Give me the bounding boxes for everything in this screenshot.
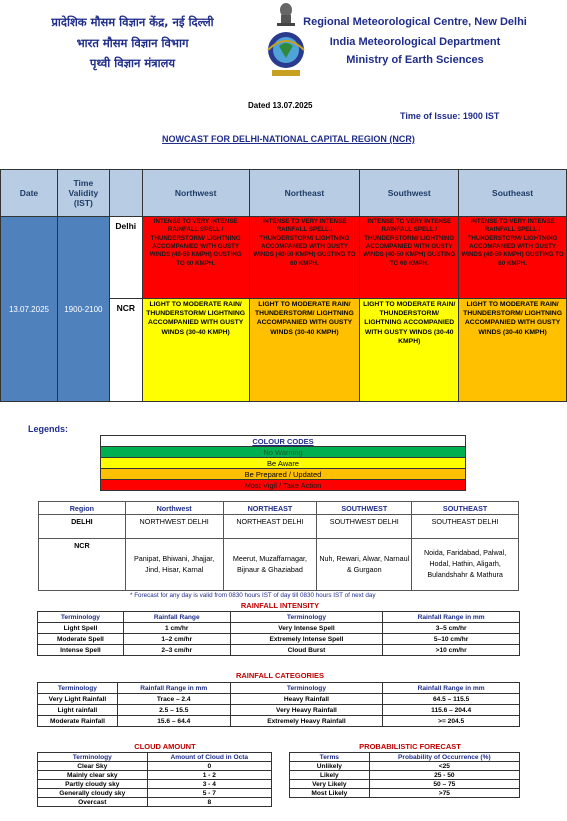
rc-header-terminology: Terminology: [38, 683, 118, 694]
header-northeast: Northeast: [249, 170, 360, 217]
ri-header-range-mm: Rainfall Range in mm: [383, 612, 520, 623]
table-cell: 1 cm/hr: [123, 623, 230, 634]
legend-be-aware: Be Aware: [101, 458, 466, 469]
hindi-department-name: भारत मौसम विज्ञान विभाग: [76, 36, 189, 50]
regions-ncr-northwest: Panipat, Bhiwani, Jhajjar, Jind, Hisar, Karnal: [125, 539, 223, 591]
table-cell: Trace – 2.4: [117, 694, 230, 705]
rc-header-range: Rainfall Range in mm: [117, 683, 230, 694]
table-cell: 2–3 cm/hr: [123, 645, 230, 656]
forecast-date: 13.07.2025: [1, 217, 58, 402]
pf-header-probability: Probability of Occurrence (%): [369, 753, 519, 762]
forecast-validity: 1900-2100: [57, 217, 109, 402]
region-delhi: Delhi: [109, 217, 142, 299]
table-cell: Very Light Rainfall: [38, 694, 118, 705]
table-cell: Light Spell: [38, 623, 124, 634]
colour-codes-title: COLOUR CODES: [101, 436, 466, 447]
regions-table: [38, 501, 519, 591]
table-cell: 0: [147, 762, 271, 771]
colour-code-legend: [100, 435, 466, 491]
table-cell: Cloud Burst: [230, 645, 383, 656]
regions-delhi-northeast: NORTHEAST DELHI: [223, 515, 317, 539]
header-date: Date: [1, 170, 58, 217]
table-cell: Moderate Spell: [38, 634, 124, 645]
table-cell: >75: [369, 789, 519, 798]
table-cell: >10 cm/hr: [383, 645, 520, 656]
table-cell: Light rainfall: [38, 705, 118, 716]
table-cell: Very Intense Spell: [230, 623, 383, 634]
table-cell: Very Heavy Rainfall: [230, 705, 383, 716]
probabilistic-forecast-table: [289, 752, 520, 798]
region-ncr: NCR: [109, 299, 142, 402]
header-blank: [109, 170, 142, 217]
table-cell: Moderate Rainfall: [38, 716, 118, 727]
legend-no-warning: No Warning: [101, 447, 466, 458]
probabilistic-forecast-title: PROBABILISTIC FORECAST: [359, 742, 461, 751]
pf-header-terms: Terms: [290, 753, 370, 762]
table-cell: Heavy Rainfall: [230, 694, 383, 705]
ri-header-range: Rainfall Range: [123, 612, 230, 623]
rainfall-categories-title: RAINFALL CATEGORIES: [235, 671, 325, 680]
table-cell: 3 - 4: [147, 780, 271, 789]
regions-header-southwest: SOUTHWEST: [317, 502, 412, 515]
delhi-southwest-warning: INTENSE TO VERY INTENSE RAINFALL SPELL / THUNDERSTORM/ LIGHTNING ACCOMPANIED WITH GUSTY WINDS (40-50 KMPH) GUSTING TO 60 KMPH.: [360, 217, 459, 299]
table-cell: 8: [147, 798, 271, 807]
validity-footnote: * Forecast for any day is valid from 0830 hours IST of day till 0830 hours IST of next day: [130, 592, 376, 599]
regions-delhi-southwest: SOUTHWEST DELHI: [317, 515, 412, 539]
table-cell: 2.5 – 15.5: [117, 705, 230, 716]
ncr-southwest-warning: LIGHT TO MODERATE RAIN/ THUNDERSTORM/ LIGHTNING ACCOMPANIED WITH GUSTY WINDS (30-40 KMPH): [360, 299, 459, 402]
table-cell: Extremely Intense Spell: [230, 634, 383, 645]
cloud-amount-title: CLOUD AMOUNT: [134, 742, 196, 751]
ncr-northwest-warning: LIGHT TO MODERATE RAIN/ THUNDERSTORM/ LIGHTNING ACCOMPANIED WITH GUSTY WINDS (30-40 KMPH): [142, 299, 249, 402]
legend-be-prepared: Be Prepared / Updated: [101, 469, 466, 480]
hindi-centre-name: प्रादेशिक मौसम विज्ञान केंद्र, नई दिल्ली: [51, 15, 214, 29]
table-cell: Overcast: [38, 798, 148, 807]
regions-header-region: Region: [39, 502, 126, 515]
regions-delhi-southeast: SOUTHEAST DELHI: [412, 515, 519, 539]
table-cell: Most Likely: [290, 789, 370, 798]
table-cell: 1 - 2: [147, 771, 271, 780]
ncr-northeast-warning: LIGHT TO MODERATE RAIN/ THUNDERSTORM/ LIGHTNING ACCOMPANIED WITH GUSTY WINDS (30-40 KMPH): [249, 299, 360, 402]
ca-header-terminology: Terminology: [38, 753, 148, 762]
regions-header-northwest: Northwest: [125, 502, 223, 515]
delhi-southeast-warning: INTENSE TO VERY INTENSE RAINFALL SPELL / THUNDERSTORM/ LIGHTNING ACCOMPANIED WITH GUSTY WINDS (40-50 KMPH) GUSTING TO 60 KMPH.: [459, 217, 567, 299]
regions-delhi-northwest: NORTHWEST DELHI: [125, 515, 223, 539]
table-cell: 115.6 – 204.4: [383, 705, 520, 716]
regions-ncr-southwest: Nuh, Rewari, Alwar, Narnaul & Gurgaon: [317, 539, 412, 591]
ca-header-octa: Amount of Cloud in Octa: [147, 753, 271, 762]
rainfall-categories-table: [37, 682, 520, 727]
english-ministry-name: Ministry of Earth Sciences: [346, 54, 484, 66]
hindi-ministry-name: पृथ्वी विज्ञान मंत्रालय: [89, 56, 176, 70]
regions-delhi-label: DELHI: [39, 515, 126, 539]
table-cell: 3–5 cm/hr: [383, 623, 520, 634]
regions-ncr-label: NCR: [39, 539, 126, 591]
rc-header-terminology-2: Terminology: [230, 683, 383, 694]
table-cell: Clear Sky: [38, 762, 148, 771]
rainfall-intensity-table: [37, 611, 520, 656]
table-cell: >= 204.5: [383, 716, 520, 727]
table-cell: 64.5 – 115.5: [383, 694, 520, 705]
ri-header-terminology: Terminology: [38, 612, 124, 623]
table-cell: Likely: [290, 771, 370, 780]
page-title: NOWCAST FOR DELHI-NATIONAL CAPITAL REGION (NCR): [162, 134, 415, 144]
ri-header-terminology-2: Terminology: [230, 612, 383, 623]
table-cell: Partly cloudy sky: [38, 780, 148, 789]
header-southwest: Southwest: [360, 170, 459, 217]
rc-header-range-2: Rainfall Range in mm: [383, 683, 520, 694]
english-centre-name: Regional Meteorological Centre, New Delhi: [303, 16, 527, 28]
header-northwest: Northwest: [142, 170, 249, 217]
table-cell: Very Likely: [290, 780, 370, 789]
rainfall-intensity-title: RAINFALL INTENSITY: [240, 601, 320, 610]
table-cell: 25 - 50: [369, 771, 519, 780]
table-cell: 5–10 cm/hr: [383, 634, 520, 645]
regions-header-southeast: SOUTHEAST: [412, 502, 519, 515]
table-cell: 15.6 – 64.4: [117, 716, 230, 727]
table-cell: 1–2 cm/hr: [123, 634, 230, 645]
time-of-issue: Time of Issue: 1900 IST: [400, 111, 500, 121]
header-time-validity: Time Validity (IST): [57, 170, 109, 217]
delhi-northwest-warning: INTENSE TO VERY INTENSE RAINFALL SPELL / THUNDERSTORM/ LIGHTNING ACCOMPANIED WITH GUSTY WINDS (40-50 KMPH) GUSTING TO 60 KMPH.: [142, 217, 249, 299]
header-southeast: Southeast: [459, 170, 567, 217]
nowcast-table: [0, 169, 567, 402]
ncr-southeast-warning: LIGHT TO MODERATE RAIN/ THUNDERSTORM/ LIGHTNING ACCOMPANIED WITH GUSTY WINDS (30-40 KMPH): [459, 299, 567, 402]
legends-label: Legends:: [28, 424, 69, 434]
table-cell: Generally cloudy sky: [38, 789, 148, 798]
regions-ncr-northeast: Meerut, Muzaffarnagar, Bijnaur & Ghaziabad: [223, 539, 317, 591]
delhi-northeast-warning: INTENSE TO VERY INTENSE RAINFALL SPELL / THUNDERSTORM/ LIGHTNING ACCOMPANIED WITH GUSTY WINDS (40-50 KMPH) GUSTING TO 60 KMPH.: [249, 217, 360, 299]
table-cell: Mainly clear sky: [38, 771, 148, 780]
cloud-amount-table: [37, 752, 272, 807]
regions-header-northeast: NORTHEAST: [223, 502, 317, 515]
english-department-name: India Meteorological Department: [329, 36, 501, 48]
table-cell: <25: [369, 762, 519, 771]
table-cell: Unlikely: [290, 762, 370, 771]
dated-label: Dated 13.07.2025: [248, 101, 313, 110]
table-cell: 5 - 7: [147, 789, 271, 798]
table-cell: 50 – 75: [369, 780, 519, 789]
legend-take-action: Most Vigil / Take Action: [101, 480, 466, 491]
table-cell: Intense Spell: [38, 645, 124, 656]
table-cell: Extremely Heavy Rainfall: [230, 716, 383, 727]
regions-ncr-southeast: Noida, Faridabad, Palwal, Hodal, Hathin, Aligarh, Bulandshahr & Mathura: [412, 539, 519, 591]
